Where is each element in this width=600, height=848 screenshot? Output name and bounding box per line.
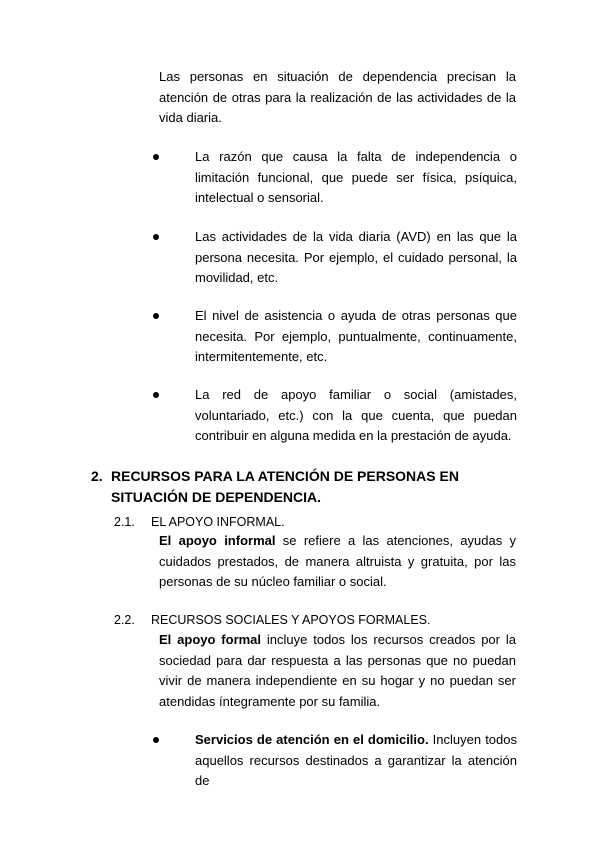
formal-support-paragraph: El apoyo formal incluye todos los recursos creados por la sociedad para dar respuesta a las personas que no puedan vivir de manera independiente en su hogar y no puedan ser atendidas íntegramente por su familia. bbox=[159, 632, 516, 709]
bold-term: Servicios de atención en el domicilio. bbox=[195, 732, 429, 747]
subsection-number: 2.1. bbox=[114, 515, 135, 529]
section-title: RECURSOS PARA LA ATENCIÓN DE PERSONAS EN SITUACIÓN DE DEPENDENCIA. bbox=[111, 468, 459, 505]
bullet-icon bbox=[153, 392, 159, 398]
intro-paragraph: Las personas en situación de dependencia precisan la atención de otras para la realización de las actividades de la vida diaria. bbox=[159, 69, 516, 125]
section-heading bbox=[91, 466, 521, 508]
list-item: La razón que causa la falta de independencia o limitación funcional, que puede ser física, psíquica, intelectual o sensorial. bbox=[172, 147, 517, 209]
bullet-icon bbox=[153, 234, 159, 240]
subsection-heading bbox=[114, 610, 514, 630]
bullet-icon bbox=[153, 154, 159, 160]
informal-support-paragraph: El apoyo informal se refiere a las atenciones, ayudas y cuidados prestados, de manera altruista y gratuita, por las personas de su núcleo familiar o social. bbox=[159, 533, 517, 589]
bullet-icon bbox=[153, 737, 159, 743]
bold-term: El apoyo informal bbox=[159, 533, 276, 548]
list-item: Servicios de atención en el domicilio. Incluyen todos aquellos recursos destinados a garantizar la atención de bbox=[172, 730, 517, 792]
list-item: La red de apoyo familiar o social (amistades, voluntariado, etc.) con la que cuenta, que puedan contribuir en alguna medida en la prestación de ayuda. bbox=[172, 385, 517, 447]
bold-term: El apoyo formal bbox=[159, 632, 262, 647]
subsection-title: RECURSOS SOCIALES Y APOYOS FORMALES. bbox=[151, 613, 431, 627]
list-item: El nivel de asistencia o ayuda de otras personas que necesita. Por ejemplo, puntualmente, continuamente, intermitentemente, etc. bbox=[172, 306, 517, 368]
subsection-heading bbox=[114, 512, 514, 532]
list-item: Las actividades de la vida diaria (AVD) en las que la persona necesita. Por ejemplo, el cuidado personal, la movilidad, etc. bbox=[172, 227, 517, 289]
section-number: 2. bbox=[91, 468, 103, 484]
subsection-title: EL APOYO INFORMAL. bbox=[151, 515, 285, 529]
subsection-number: 2.2. bbox=[114, 613, 135, 627]
bullet-icon bbox=[153, 313, 159, 319]
